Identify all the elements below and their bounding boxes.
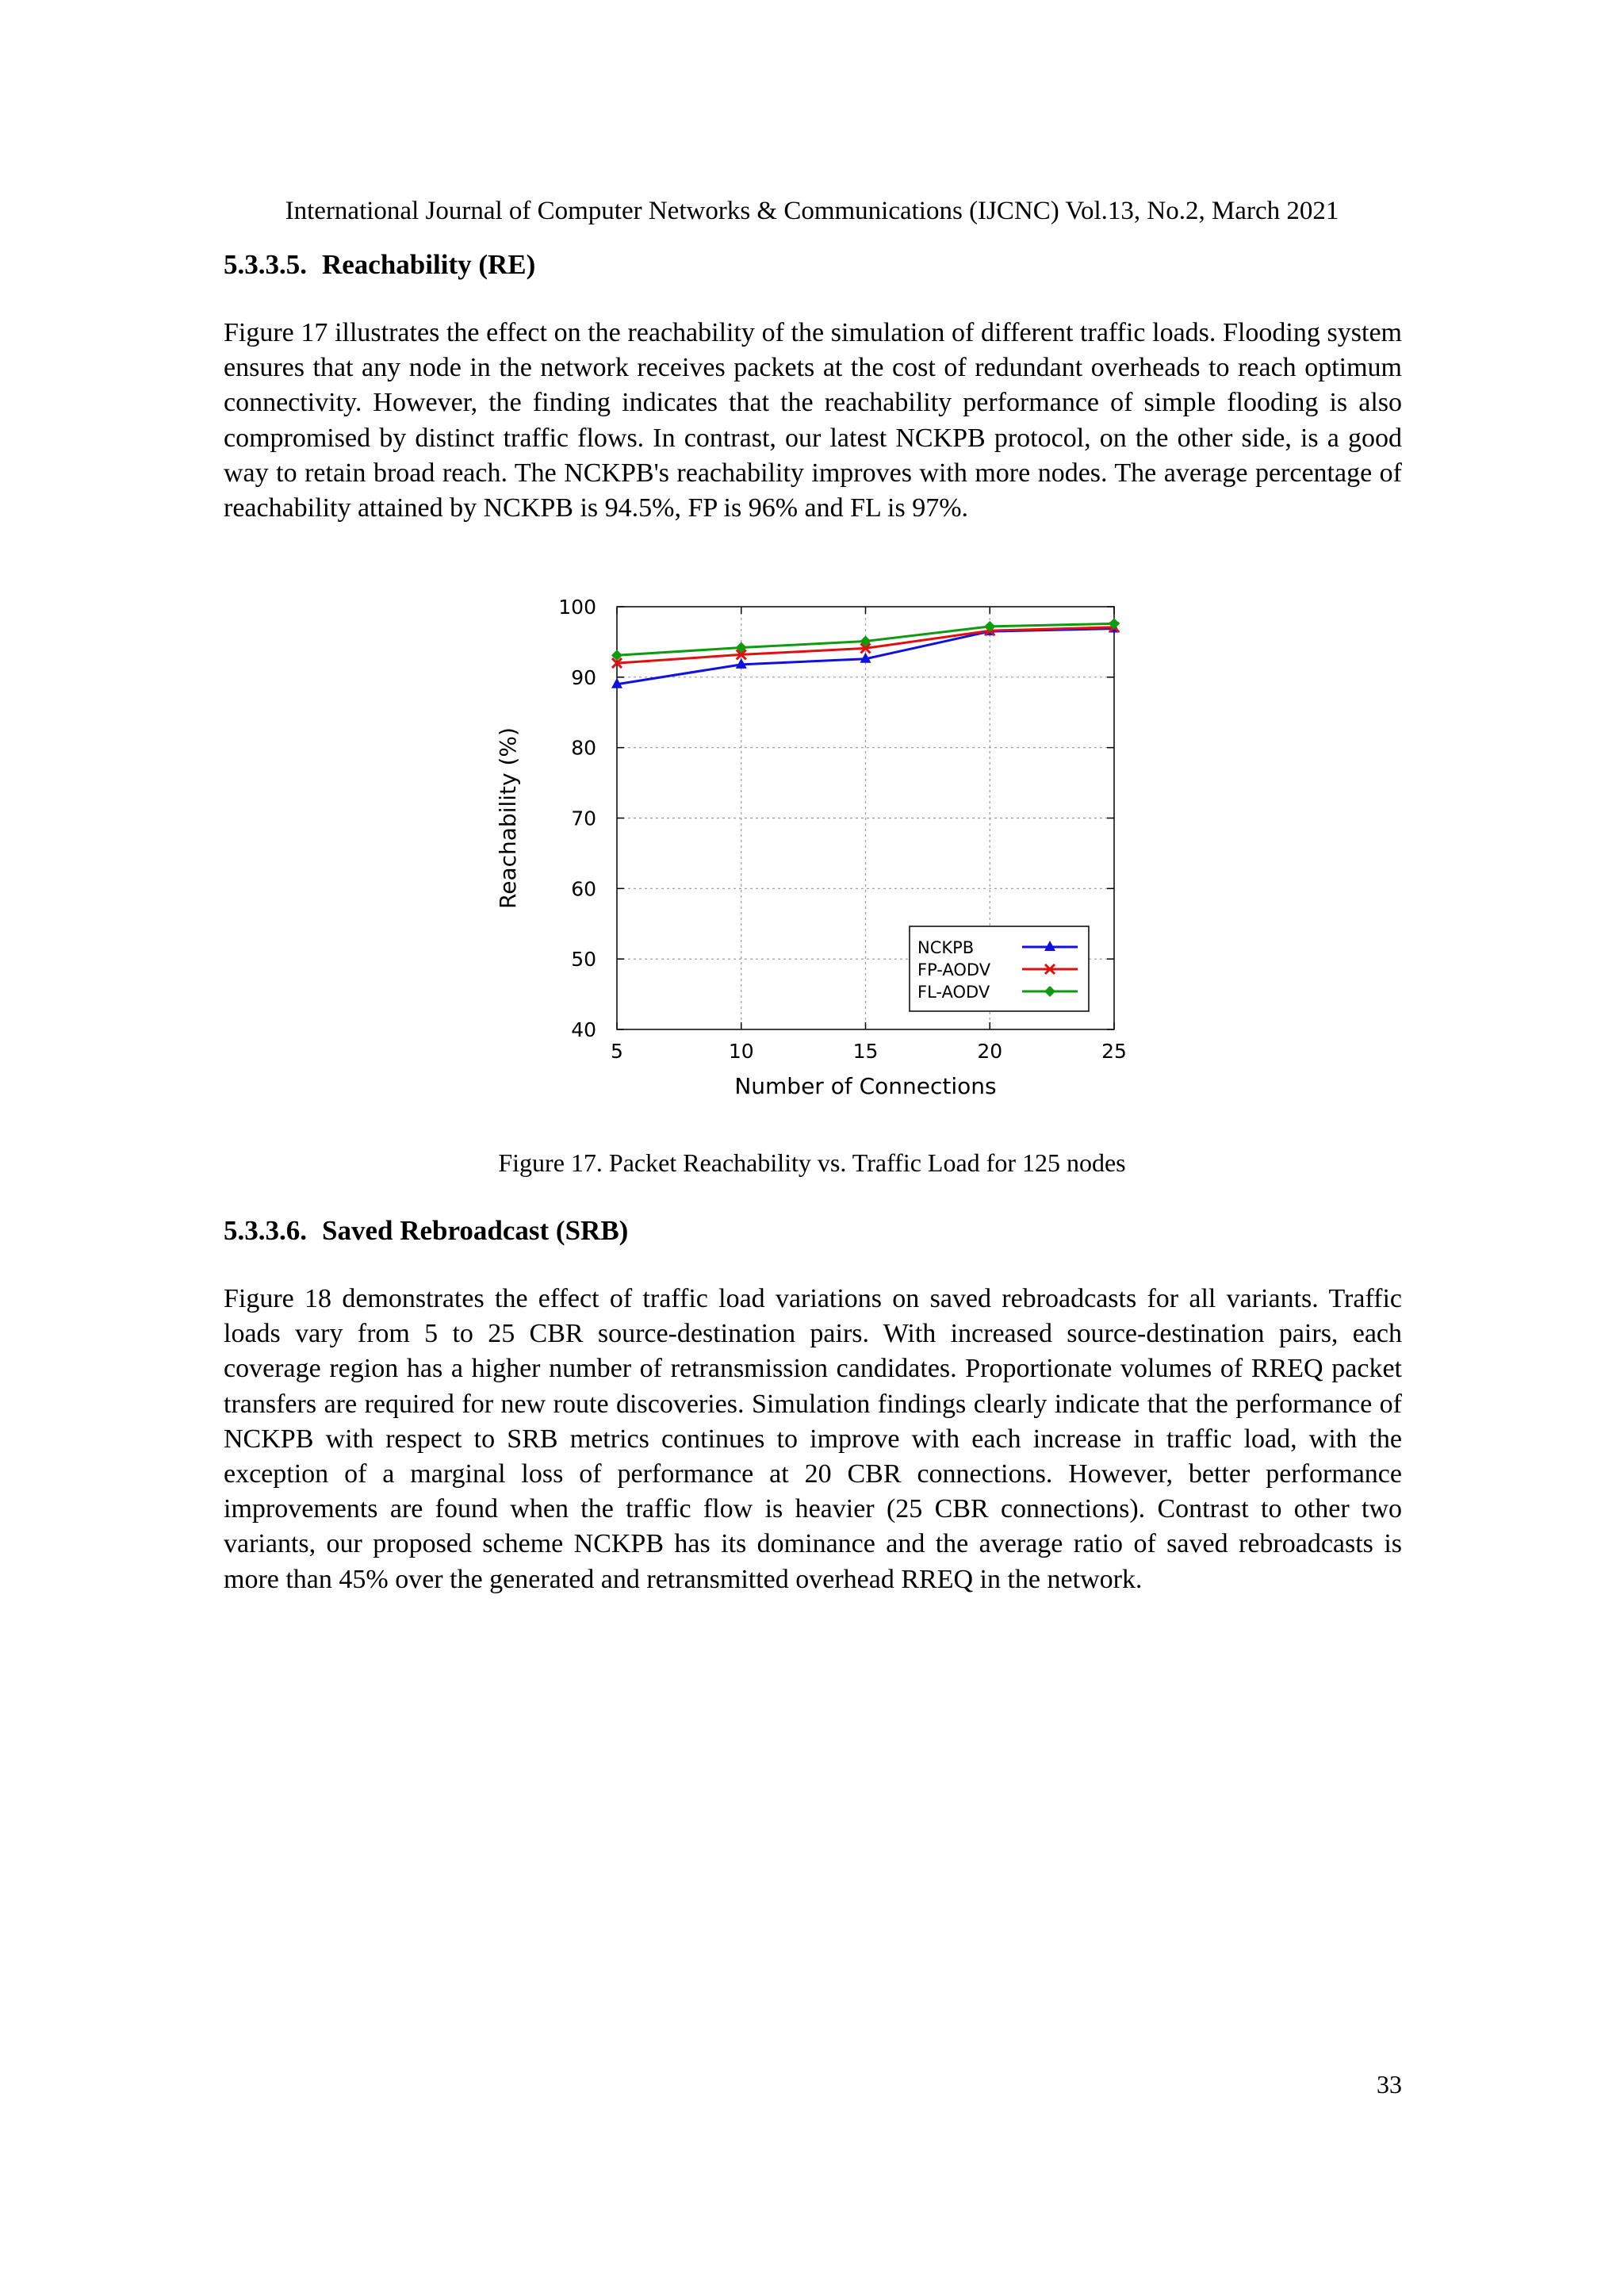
section-title: Reachability (RE) xyxy=(322,249,536,280)
x-tick-label: 20 xyxy=(977,1040,1003,1063)
y-tick-label: 100 xyxy=(558,596,596,619)
y-tick-label: 80 xyxy=(571,736,596,760)
legend-label-nckpb: NCKPB xyxy=(917,938,975,957)
y-tick-label: 70 xyxy=(571,807,596,830)
y-axis-label: Reachability (%) xyxy=(495,727,521,909)
y-tick-label: 50 xyxy=(571,948,596,972)
reachability-chart xyxy=(476,583,1142,1122)
paragraph-reachability: Figure 17 illustrates the effect on the reachability of the simulation of different traffic loads. Flooding system ensures that any node in the network receives packets at the cost of redundant overheads to reach optimum connectivity. However, the finding indicates that the reachability performance of simple flooding is also compromised by distinct traffic flows. In contrast, our latest NCKPB protocol, on the other side, is a good way to retain broad reach. The NCKPB's reachability improves with more nodes. The average percentage of reachability attained by NCKPB is 94.5%, FP is 96% and FL is 97%. xyxy=(224,318,1402,523)
legend-label-fp-aodv: FP-AODV xyxy=(917,960,991,979)
section-heading-saved-rebroadcast xyxy=(224,1213,628,1248)
running-header: International Journal of Computer Networks & Communications (IJCNC) Vol.13, No.2, March 2021 xyxy=(285,197,1339,225)
chart-background xyxy=(476,583,1142,1122)
section-number: 5.3.3.5. xyxy=(224,249,307,280)
legend-label-fl-aodv: FL-AODV xyxy=(917,983,990,1002)
y-tick-label: 90 xyxy=(571,665,596,689)
section-number: 5.3.3.6. xyxy=(224,1215,307,1246)
y-tick-label: 60 xyxy=(571,877,596,901)
x-tick-label: 25 xyxy=(1101,1040,1127,1063)
x-tick-label: 5 xyxy=(611,1040,623,1063)
chart-legend xyxy=(910,926,1089,1011)
section-title: Saved Rebroadcast (SRB) xyxy=(322,1215,629,1246)
x-axis-label: Number of Connections xyxy=(734,1073,997,1099)
paragraph-saved-rebroadcast: Figure 18 demonstrates the effect of traffic load variations on saved rebroadcasts for all variants. Traffic loads vary from 5 to 25 CBR source-destination pairs. With increased source-destination pairs, each coverage region has a higher number of retransmission candidates. Proportionate volumes of RREQ packet transfers are required for new route discoveries. Simulation findings clearly indicate that the performance of NCKPB with respect to SRB metrics continues to improve with each increase in traffic load, with the exception of a marginal loss of performance at 20 CBR connections. However, better performance improvements are found when the traffic flow is heavier (25 CBR connections). Contrast to other two variants, our proposed scheme NCKPB has its dominance and the average ratio of saved rebroadcasts is more than 45% over the generated and retransmitted overhead RREQ in the network. xyxy=(224,1284,1402,1594)
x-tick-label: 10 xyxy=(728,1040,754,1063)
y-tick-label: 40 xyxy=(571,1018,596,1041)
section-heading-reachability xyxy=(224,247,535,282)
figure-caption: Figure 17. Packet Reachability vs. Traffic Load for 125 nodes xyxy=(498,1148,1126,1177)
x-tick-label: 15 xyxy=(852,1040,879,1063)
page-number: 33 xyxy=(1377,2070,1402,2099)
